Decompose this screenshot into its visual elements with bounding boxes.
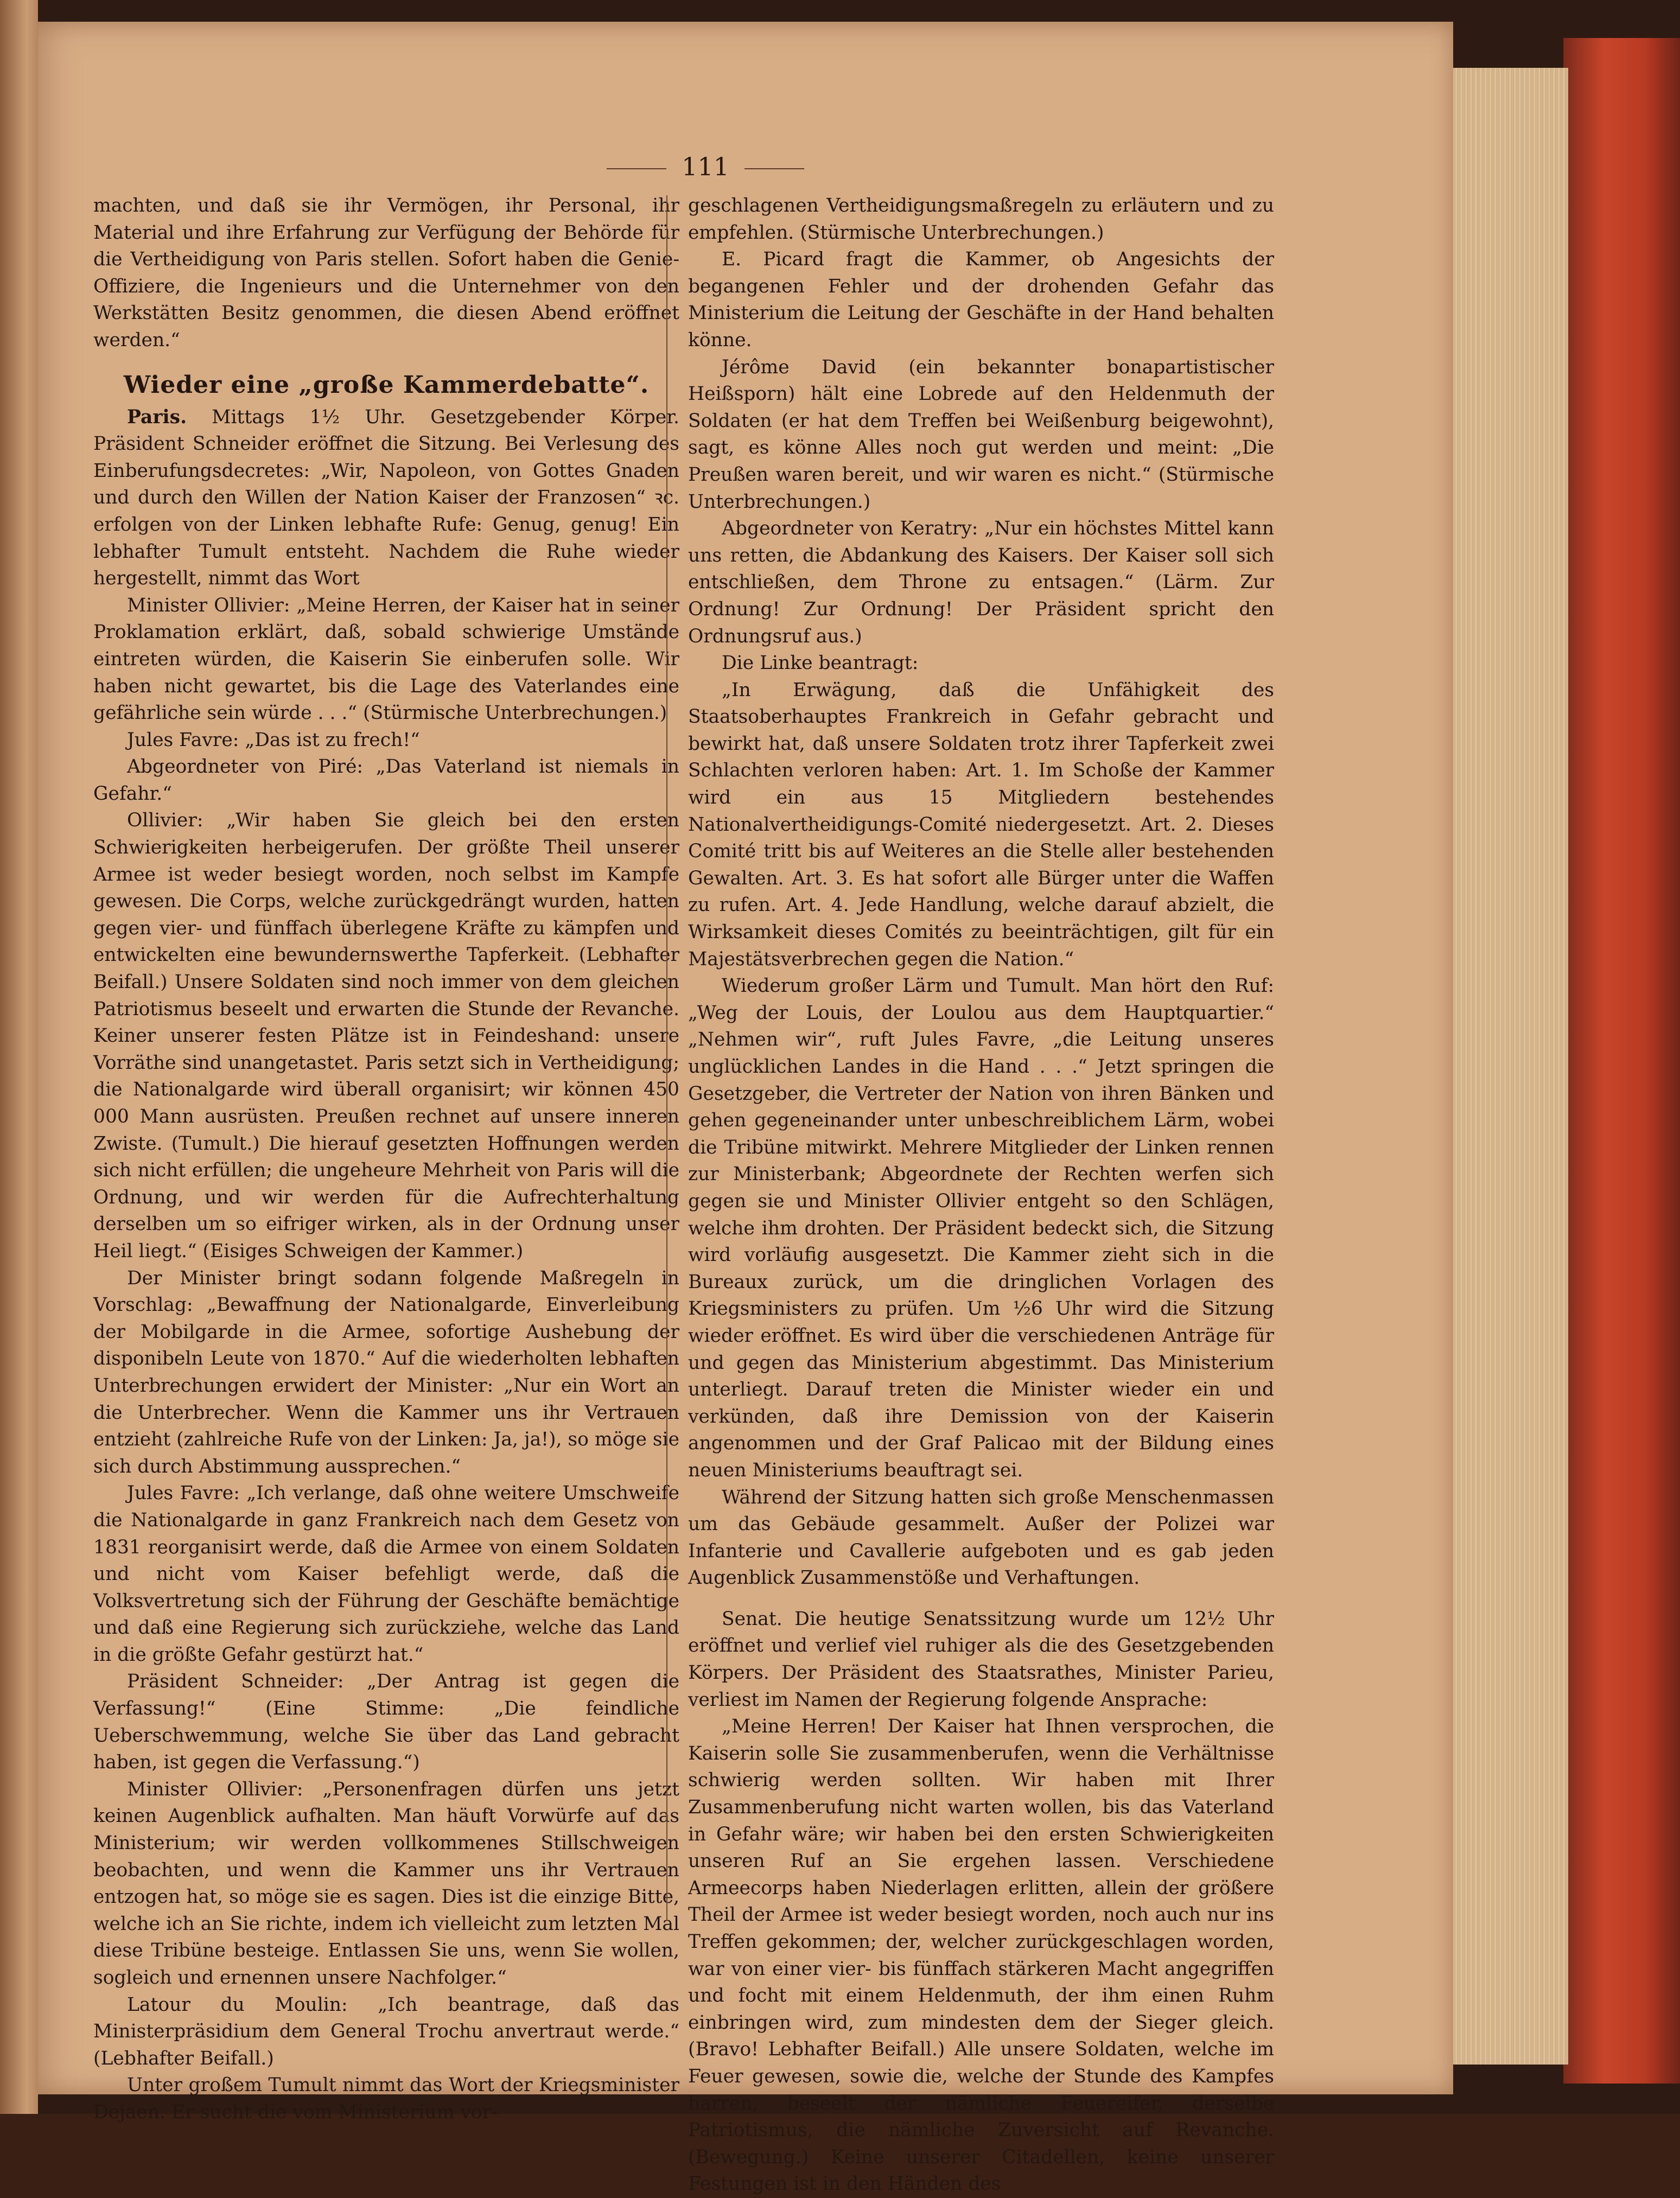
paragraph-text: Mittags 1½ Uhr. Gesetzgebender Körper. Präsident Schneider eröffnet die Sitzung. Bei Verlesung des Einberufungsdecretes: „Wir, Napoleon, von Gottes Gnaden und durch den Willen der Nation Kaiser der Franzosen“ ꝛc. erfolgen von der Linken lebhafte Rufe: Genug, genug! Ein lebhafter Tumult entsteht. Nachdem die Ruhe wieder hergestellt, nimmt das Wort — [93, 406, 679, 590]
paragraph: „In Erwägung, daß die Unfähigkeit des Staatsoberhauptes Frankreich in Gefahr gebracht und bewirkt hat, daß unsere Soldaten trotz ihrer Tapferkeit zwei Schlachten verloren haben: Art. 1. Im Schoße der Kammer wird ein aus 15 Mitgliedern bestehendes Nationalvertheidigungs-Comité niedergesetzt. Art. 2. Dieses Comité tritt bis auf Weiteres an die Stelle aller bestehenden Gewalten. Art. 3. Es hat sofort alle Bürger unter die Waffen zu rufen. Art. 4. Jede Handlung, welche darauf abzielt, die Wirksamkeit dieses Comités zu beeinträchtigen, gilt für ein Majestätsverbrechen gegen die Nation.“ — [688, 679, 1274, 970]
book-cover-edge — [1563, 38, 1680, 2084]
left-text-column — [93, 193, 679, 2126]
paragraph: Ollivier: „Wir haben Sie gleich bei den ersten Schwierigkeiten herbeigerufen. Der größte Theil unserer Armee ist weder besiegt worden, noch selbst im Kampfe gewesen. Die Corps, welche zurückgedrängt wurden, hatten gegen vier- und fünffach überlegene Kräfte zu kämpfen und entwickelten eine bewundernswerthe Tapferkeit. (Lebhafter Beifall.) Unsere Soldaten sind noch immer von dem gleichen Patriotismus beseelt und erwarten die Stunde der Revanche. Keiner unserer festen Plätze ist in Feindeshand: unsere Vorräthe sind unangetastet. Paris setzt sich in Vertheidigung; die Nationalgarde wird überall organisirt; wir können 450 000 Mann ausrüsten. Preußen rechnet auf unsere inneren Zwiste. (Tumult.) Die hierauf gesetzten Hoffnungen werden sich nicht erfüllen; die ungeheure Mehrheit von Paris will die Ordnung, und wir werden für die Aufrechterhaltung derselben um so eifriger wirken, als in der Ordnung unser Heil liegt.“ (Eisiges Schweigen der Kammer.) — [93, 810, 679, 1262]
previous-page-edge — [0, 0, 38, 2114]
paragraph: Präsident Schneider: „Der Antrag ist gegen die Verfassung!“ (Eine Stimme: „Die feindliche Ueberschwemmung, welche Sie über das Land gebracht haben, ist gegen die Verfassung.“) — [93, 1671, 679, 1774]
paragraph: Wiederum großer Lärm und Tumult. Man hört den Ruf: „Weg der Louis, der Loulou aus dem Hauptquartier.“ „Nehmen wir“, ruft Jules Favre, „die Leitung unseres unglücklichen Landes in die Hand . . .“ Jetzt springen die Gesetzgeber, die Vertreter der Nation von ihren Bänken und gehen gegeneinander unter unbeschreiblichem Lärm, wobei die Tribüne mitwirkt. Mehrere Mitglieder der Linken rennen zur Ministerbank; Abgeordnete der Rechten werfen sich gegen sie und Minister Ollivier entgeht so den Schlägen, welche ihm drohten. Der Präsident bedeckt sich, die Sitzung wird vorläufig ausgesetzt. Die Kammer zieht sich in die Bureaux zurück, um die dringlichen Vorlagen des Kriegsministers zu prüfen. Um ½6 Uhr wird die Sitzung wieder eröffnet. Es wird über die verschiedenen Anträge für und gegen das Ministerium abgestimmt. Das Ministerium unterliegt. Darauf treten die Minister wieder ein und verkünden, daß ihre Demission von der Kaiserin angenommen und der Graf Palicao mit der Bildung eines neuen Ministeriums beauftragt sei. — [688, 975, 1274, 1481]
section-heading: Wieder eine „große Kammerdebatte“. — [123, 371, 650, 399]
paragraph: Abgeordneter von Keratry: „Nur ein höchstes Mittel kann uns retten, die Abdankung des Kaisers. Der Kaiser soll sich entschließen, dem Throne zu entsagen.“ (Lärm. Zur Ordnung! Zur Ordnung! Der Präsident spricht den Ordnungsruf aus.) — [688, 518, 1274, 647]
paragraph: Senat. Die heutige Senatssitzung wurde um 12½ Uhr eröffnet und verlief viel ruhiger als die des Gesetzgebenden Körpers. Der Präsident des Staatsrathes, Minister Parieu, verliest im Namen der Regierung folgende Ansprache: — [688, 1608, 1274, 1711]
paragraph: Minister Ollivier: „Personenfragen dürfen uns jetzt keinen Augenblick aufhalten. Man häuft Vorwürfe auf das Ministerium; wir werden vollkommenes Stillschweigen beobachten, und wenn die Kammer uns ihr Vertrauen entzogen hat, so möge sie es sagen. Dies ist die einzige Bitte, welche ich an Sie richte, indem ich vielleicht zum letzten Mal diese Tribüne besteige. Entlassen Sie uns, wenn Sie wollen, sogleich und ernennen unsere Nachfolger.“ — [93, 1778, 679, 1989]
paragraph: Jules Favre: „Ich verlange, daß ohne weitere Umschweife die Nationalgarde in ganz Frankreich nach dem Gesetz von 1831 reorganisirt werde, daß die Armee von einem Soldaten und nicht vom Kaiser befehligt werde, daß die Volksvertretung sich der Führung der Geschäfte bemächtige und daß eine Regierung sich zurückziehe, welche das Land in die größte Gefahr gestürzt hat.“ — [93, 1482, 679, 1666]
header-rule-right — [744, 168, 804, 169]
paragraph: Abgeordneter von Piré: „Das Vaterland ist niemals in Gefahr.“ — [93, 756, 679, 805]
paragraph: Minister Ollivier: „Meine Herren, der Kaiser hat in seiner Proklamation erklärt, daß, sobald schwierige Umstände eintreten würden, die Kaiserin Sie einberufen solle. Wir haben nicht gewartet, bis die Lage des Vaterlandes eine gefährliche sein würde . . .“ (Stürmische Unterbrechungen.) — [93, 594, 679, 724]
paragraph: Der Minister bringt sodann folgende Maßregeln in Vorschlag: „Bewaffnung der Nationalgarde, Einverleibung der Mobilgarde in die Armee, sofortige Aushebung der disponibeln Leute von 1870.“ Auf die wiederholten lebhaften Unterbrechungen erwidert der Minister: „Nur ein Wort an die Unterbrecher. Wenn die Kammer uns ihr Vertrauen entzieht (zahlreiche Rufe von der Linken: Ja, ja!), so möge sie sich durch Abstimmung aussprechen.“ — [93, 1267, 679, 1477]
column-divider — [666, 195, 667, 1921]
paragraph: Während der Sitzung hatten sich große Menschenmassen um das Gebäude gesammelt. Außer der Polizei war Infanterie und Cavallerie aufgeboten und es gab jeden Augenblick Zusammenstöße und Verhaftungen. — [688, 1486, 1274, 1589]
page-number: 111 — [682, 152, 729, 181]
paragraph: Latour du Moulin: „Ich beantrage, daß das Ministerpräsidium dem General Trochu anvertraut werde.“ (Lebhafter Beifall.) — [93, 1993, 679, 2069]
paragraph: machten, und daß sie ihr Vermögen, ihr Personal, ihr Material und ihre Erfahrung zur Verfügung der Behörde für die Vertheidigung von Paris stellen. Sofort haben die Genie-Offiziere, die Ingenieurs und die Unternehmer von den Werkstätten Besitz genommen, die diesen Abend eröffnet werden.“ — [93, 195, 679, 351]
right-text-column — [688, 193, 1274, 2198]
paragraph: Die Linke beantragt: — [722, 652, 919, 674]
paragraph: Jules Favre: „Das ist zu frech!“ — [127, 729, 420, 751]
header-rule-left — [607, 168, 666, 169]
page-header — [543, 152, 868, 181]
paragraph — [93, 404, 679, 592]
paragraph: E. Picard fragt die Kammer, ob Angesichts der begangenen Fehler und der drohenden Gefahr das Ministerium die Leitung der Geschäfte in der Hand behalten könne. — [688, 249, 1274, 351]
paragraph: Unter großem Tumult nimmt das Wort der Kriegsminister Dejaen. Er sucht die vom Ministerium vor- — [93, 2074, 679, 2123]
paragraph-lead: Paris. — [127, 406, 187, 428]
paragraph: „Meine Herren! Der Kaiser hat Ihnen versprochen, die Kaiserin solle Sie zusammenberufen, wenn die Verhältnisse schwierig werden sollten. Wir haben mit Ihrer Zusammenberufung nicht warten wollen, bis das Vaterland in Gefahr wäre; wir haben bei den ersten Schwierigkeiten unseren Ruf an Sie ergehen lassen. Verschiedene Armeecorps haben Niederlagen erlitten, allein der größere Theil der Armee ist weder besiegt worden, noch auch nur ins Treffen gekommen; der, welcher zurückgeschlagen worden, war von einer vier- bis fünffach stärkeren Macht angegriffen und focht mit einem Heldenmuth, der ihm einen Ruhm einbringen wird, zum mindesten dem der Sieger gleich. (Bravo! Lebhafter Beifall.) Alle unsere Soldaten, welche im Feuer gewesen, sowie die, welche der Stunde des Kampfes harren, beseelt der nämliche Feuereifer, derselbe Patriotismus, die nämliche Zuversicht auf Revanche. (Bewegung.) Keine unserer Citadellen, keine unserer Festungen ist in den Händen des — [688, 1716, 1274, 2195]
page-block-edge — [1443, 68, 1568, 2065]
paragraph: geschlagenen Vertheidigungsmaßregeln zu erläutern und zu empfehlen. (Stürmische Unterbrechungen.) — [688, 195, 1274, 244]
paragraph: Jérôme David (ein bekannter bonapartistischer Heißsporn) hält eine Lobrede auf den Heldenmuth der Soldaten (er hat dem Treffen bei Weißenburg beigewohnt), sagt, es könne Alles noch gut werden und meint: „Die Preußen waren bereit, und wir waren es nicht.“ (Stürmische Unterbrechungen.) — [688, 356, 1274, 513]
